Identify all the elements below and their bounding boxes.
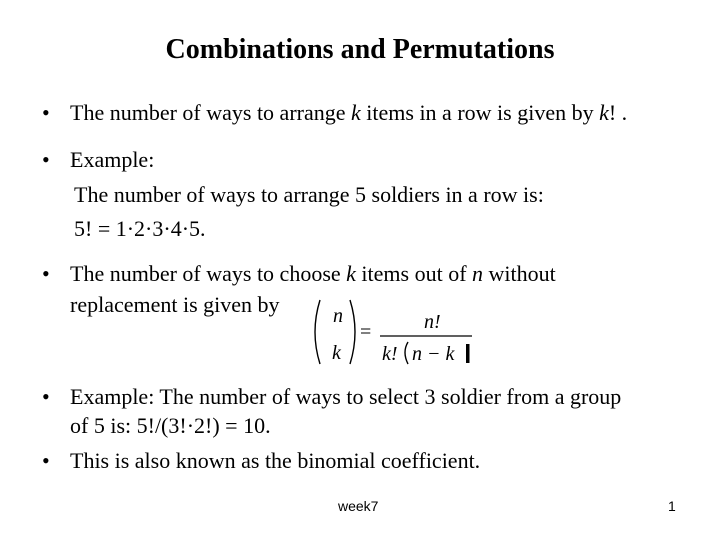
bullet-4-marker: •: [42, 384, 50, 409]
bullet-1-text: [70, 98, 627, 128]
den-left-paren: [405, 342, 408, 364]
b3-k: k: [346, 261, 356, 286]
bullet-5-marker: •: [42, 448, 50, 473]
bullet-2-marker: •: [42, 147, 50, 172]
bullet-3-marker: •: [42, 261, 50, 286]
right-paren: [350, 300, 355, 364]
formula-top: n: [333, 305, 343, 327]
b1-k2: k: [599, 100, 609, 125]
footer-label: week7: [338, 498, 379, 514]
b3-pre: The number of ways to choose: [70, 261, 347, 286]
binomial-formula: [312, 296, 482, 368]
formula-bottom: k: [332, 342, 341, 364]
b3-mid: items out of: [355, 261, 473, 286]
page-number: 1: [668, 498, 676, 514]
bullet-4-line1: Example: The number of ways to select 3 soldier from a group: [70, 384, 622, 409]
bullet-1-marker: •: [42, 100, 50, 125]
b3-n: n: [472, 261, 484, 286]
formula-den-k: k!: [382, 343, 398, 365]
bullet-4-line2: of 5 is: 5!/(3!·2!) = 10.: [70, 413, 271, 438]
b3-post: without: [483, 261, 556, 286]
bullet-3-line2: replacement is given by: [70, 292, 280, 317]
bullet-2-label: Example:: [70, 147, 155, 172]
left-paren: [315, 300, 320, 364]
slide-title: Combinations and Permutations: [165, 34, 555, 65]
b1-pre: The number of ways to arrange: [70, 100, 352, 125]
b1-mid: items in a row is given by: [360, 100, 600, 125]
formula-equals: =: [360, 321, 372, 343]
formula-numerator: n!: [424, 311, 441, 333]
b1-post: ! .: [608, 100, 628, 125]
bullet-2-line2: 5! = 1·2·3·4·5.: [74, 216, 206, 241]
den-right-paren: [466, 344, 470, 363]
bullet-3-text: [70, 259, 556, 289]
b1-k: k: [351, 100, 361, 125]
bullet-2-line1: The number of ways to arrange 5 soldiers in a row is:: [74, 182, 544, 207]
formula-den-inner: n − k: [412, 343, 455, 365]
bullet-5-text: This is also known as the binomial coefficient.: [70, 448, 481, 473]
